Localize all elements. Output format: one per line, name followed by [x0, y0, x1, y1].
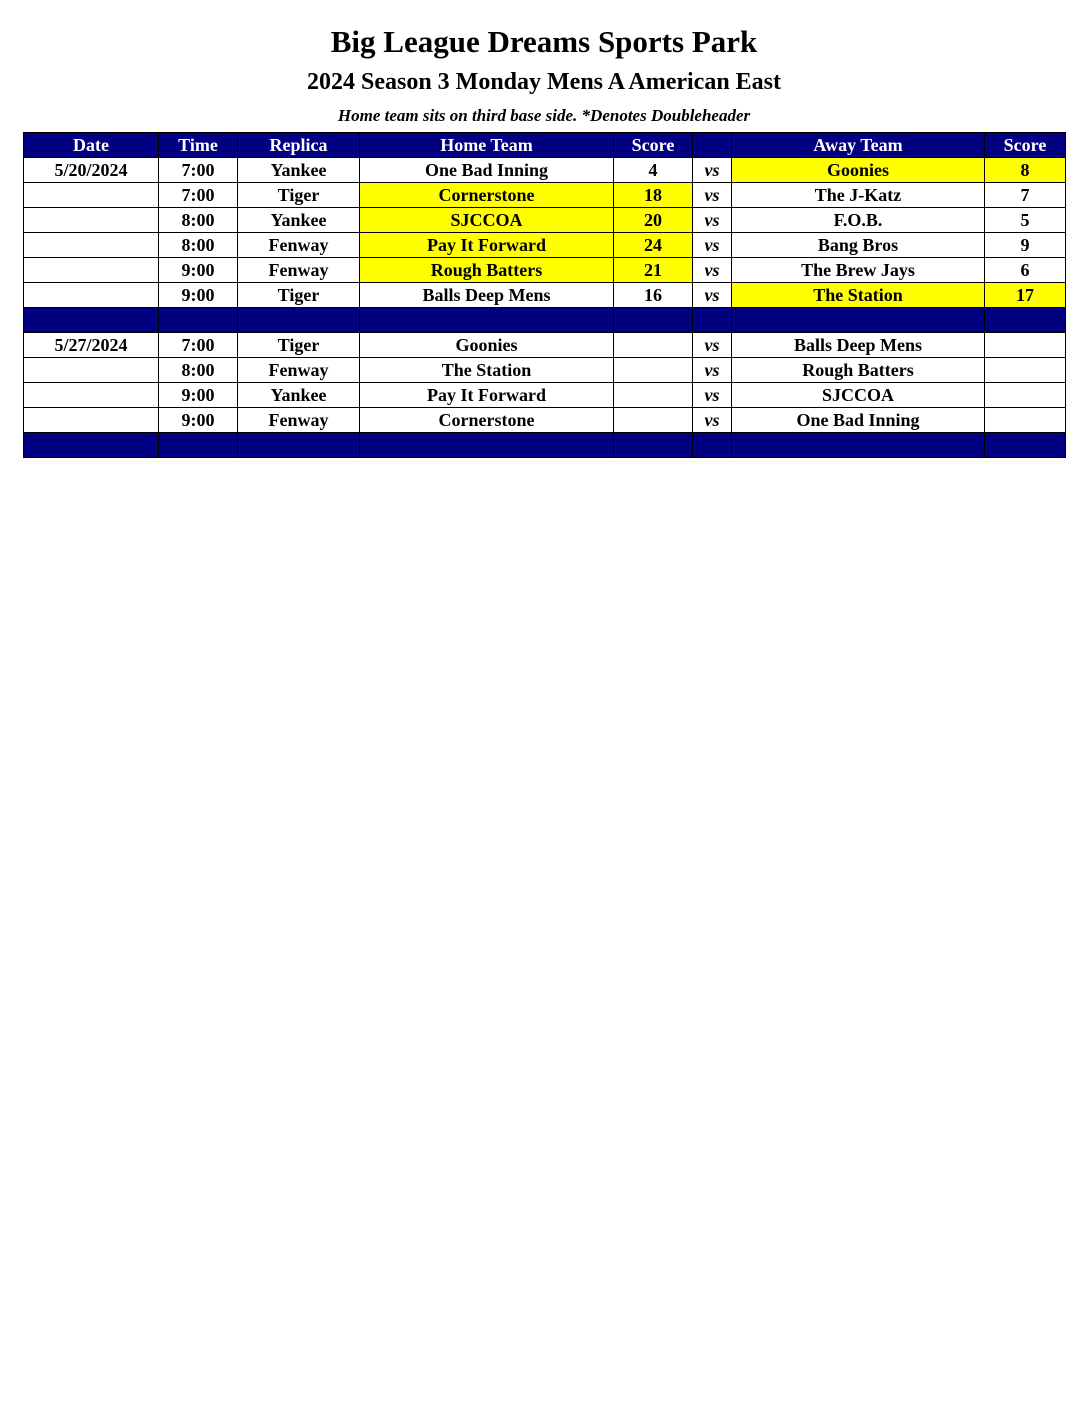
home-score-cell — [614, 358, 693, 383]
game-row — [24, 358, 1066, 383]
game-row — [24, 183, 1066, 208]
away-team-cell: Goonies — [732, 158, 985, 183]
header-row — [24, 133, 1066, 158]
away-score-cell — [985, 408, 1066, 433]
replica-cell: Yankee — [238, 158, 360, 183]
date-cell: 5/20/2024 — [24, 158, 159, 183]
replica-cell: Tiger — [238, 183, 360, 208]
date-cell — [24, 183, 159, 208]
home-team-cell: The Station — [360, 358, 614, 383]
col-header-home-team: Home Team — [360, 133, 614, 158]
away-score-cell: 7 — [985, 183, 1066, 208]
separator-cell — [732, 308, 985, 333]
date-cell — [24, 233, 159, 258]
season-subtitle: 2024 Season 3 Monday Mens A American East — [306, 69, 782, 95]
time-cell: 7:00 — [159, 158, 238, 183]
away-team-cell: F.O.B. — [732, 208, 985, 233]
vs-cell: vs — [693, 408, 732, 433]
vs-cell: vs — [693, 183, 732, 208]
away-score-cell: 8 — [985, 158, 1066, 183]
separator-cell — [985, 308, 1066, 333]
replica-cell: Fenway — [238, 408, 360, 433]
separator-cell — [360, 308, 614, 333]
col-header-away-team: Away Team — [732, 133, 985, 158]
date-cell — [24, 283, 159, 308]
time-cell: 7:00 — [159, 183, 238, 208]
separator-cell — [360, 433, 614, 458]
home-team-cell: Pay It Forward — [360, 233, 614, 258]
separator-cell — [238, 308, 360, 333]
game-row — [24, 283, 1066, 308]
separator-cell — [24, 308, 159, 333]
replica-cell: Fenway — [238, 358, 360, 383]
col-header-away-score: Score — [985, 133, 1066, 158]
separator-row — [24, 308, 1066, 333]
away-team-cell: Bang Bros — [732, 233, 985, 258]
home-score-cell: 18 — [614, 183, 693, 208]
vs-cell: vs — [693, 283, 732, 308]
home-score-cell — [614, 383, 693, 408]
separator-cell — [614, 308, 693, 333]
away-score-cell: 5 — [985, 208, 1066, 233]
away-team-cell: The Station — [732, 283, 985, 308]
separator-cell — [159, 433, 238, 458]
home-score-cell — [614, 333, 693, 358]
vs-cell: vs — [693, 158, 732, 183]
home-score-cell: 4 — [614, 158, 693, 183]
separator-cell — [159, 308, 238, 333]
home-score-cell: 24 — [614, 233, 693, 258]
time-cell: 8:00 — [159, 233, 238, 258]
date-cell — [24, 208, 159, 233]
col-header-vs — [693, 133, 732, 158]
vs-cell: vs — [693, 208, 732, 233]
replica-cell: Fenway — [238, 258, 360, 283]
away-team-cell: The Brew Jays — [732, 258, 985, 283]
vs-cell: vs — [693, 383, 732, 408]
away-score-cell — [985, 333, 1066, 358]
col-header-home-score: Score — [614, 133, 693, 158]
game-row — [24, 233, 1066, 258]
separator-cell — [693, 433, 732, 458]
page-title: Big League Dreams Sports Park — [330, 24, 758, 59]
date-cell — [24, 258, 159, 283]
vs-cell: vs — [693, 233, 732, 258]
replica-cell: Yankee — [238, 208, 360, 233]
away-score-cell: 9 — [985, 233, 1066, 258]
schedule-table — [23, 132, 1066, 458]
game-row — [24, 158, 1066, 183]
home-score-cell: 21 — [614, 258, 693, 283]
game-row — [24, 333, 1066, 358]
col-header-date: Date — [24, 133, 159, 158]
away-team-cell: Rough Batters — [732, 358, 985, 383]
separator-cell — [614, 433, 693, 458]
separator-cell — [24, 433, 159, 458]
time-cell: 9:00 — [159, 258, 238, 283]
home-team-cell: Cornerstone — [360, 408, 614, 433]
home-score-cell: 16 — [614, 283, 693, 308]
separator-cell — [732, 433, 985, 458]
col-header-replica: Replica — [238, 133, 360, 158]
game-row — [24, 408, 1066, 433]
home-team-cell: Goonies — [360, 333, 614, 358]
game-row — [24, 208, 1066, 233]
separator-row — [24, 433, 1066, 458]
date-cell: 5/27/2024 — [24, 333, 159, 358]
date-cell — [24, 383, 159, 408]
home-score-cell: 20 — [614, 208, 693, 233]
home-team-cell: Rough Batters — [360, 258, 614, 283]
home-score-cell — [614, 408, 693, 433]
time-cell: 8:00 — [159, 358, 238, 383]
replica-cell: Tiger — [238, 283, 360, 308]
separator-cell — [238, 433, 360, 458]
home-team-cell: Balls Deep Mens — [360, 283, 614, 308]
separator-cell — [693, 308, 732, 333]
vs-cell: vs — [693, 333, 732, 358]
date-cell — [24, 358, 159, 383]
away-team-cell: Balls Deep Mens — [732, 333, 985, 358]
away-score-cell: 6 — [985, 258, 1066, 283]
replica-cell: Fenway — [238, 233, 360, 258]
away-team-cell: The J-Katz — [732, 183, 985, 208]
time-cell: 8:00 — [159, 208, 238, 233]
date-cell — [24, 408, 159, 433]
home-team-cell: Cornerstone — [360, 183, 614, 208]
away-score-cell: 17 — [985, 283, 1066, 308]
col-header-time: Time — [159, 133, 238, 158]
game-row — [24, 383, 1066, 408]
time-cell: 9:00 — [159, 283, 238, 308]
home-team-cell: One Bad Inning — [360, 158, 614, 183]
schedule-body — [24, 158, 1066, 458]
vs-cell: vs — [693, 258, 732, 283]
time-cell: 7:00 — [159, 333, 238, 358]
away-score-cell — [985, 383, 1066, 408]
vs-cell: vs — [693, 358, 732, 383]
time-cell: 9:00 — [159, 383, 238, 408]
time-cell: 9:00 — [159, 408, 238, 433]
away-score-cell — [985, 358, 1066, 383]
replica-cell: Tiger — [238, 333, 360, 358]
home-team-cell: Pay It Forward — [360, 383, 614, 408]
home-team-cell: SJCCOA — [360, 208, 614, 233]
away-team-cell: One Bad Inning — [732, 408, 985, 433]
separator-cell — [985, 433, 1066, 458]
away-team-cell: SJCCOA — [732, 383, 985, 408]
game-row — [24, 258, 1066, 283]
replica-cell: Yankee — [238, 383, 360, 408]
schedule-note: Home team sits on third base side. *Denotes Doubleheader — [337, 106, 751, 125]
